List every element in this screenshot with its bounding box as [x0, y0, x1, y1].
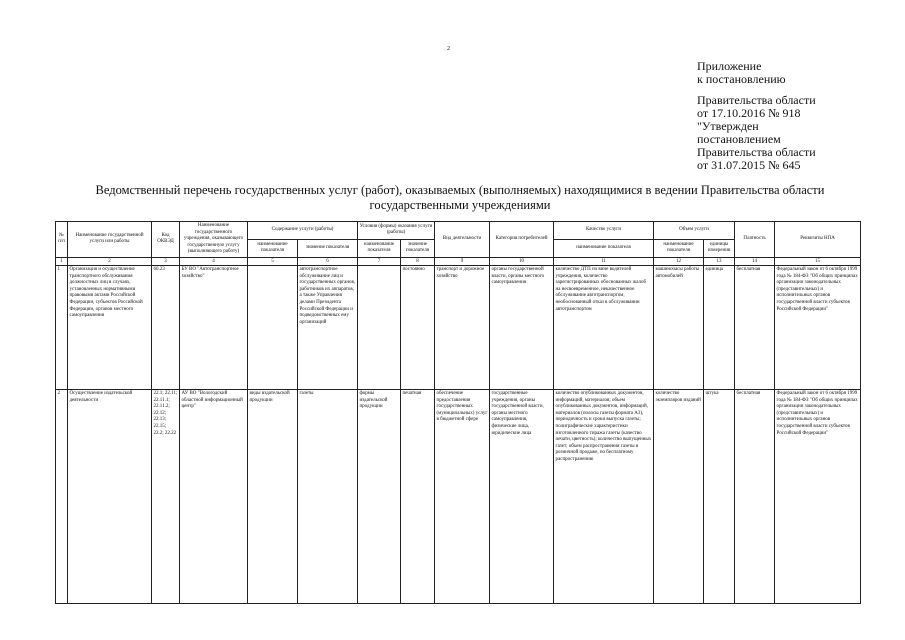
header-cond-name: наименование показателя	[358, 239, 401, 257]
header-quality-group: Качество услуги	[554, 222, 654, 240]
appendix-line: от 31.07.2015 № 645	[697, 158, 801, 172]
services-table	[55, 221, 861, 604]
header-institution: Наименование государственного учреждения, оказывающего государственную услугу (выполняющего работу)	[180, 222, 248, 258]
header-consumers: Категория потребителей	[490, 222, 554, 258]
cell-payment: бесплатная	[735, 265, 775, 389]
cell-npa: Федеральный закон от 6 октября 1999 года № 184-ФЗ "Об общих принципах организации законодательных (представительных) и исполнительных органов государственной власти субъектов Российской Федерации"	[775, 265, 861, 389]
cell-cond-name: формы издательской продукции	[358, 389, 401, 603]
column-number: 7	[358, 257, 401, 265]
appendix-block	[697, 60, 897, 172]
appendix-line: постановлением	[697, 132, 781, 146]
cell-cond-name	[358, 265, 401, 389]
header-okved: Код ОКВЭД	[152, 222, 180, 258]
cell-quality: количество ДТП по вине водителей учреждения, количество зарегистрированных обоснованных жалоб на несвоевременное, некачественное обслуживание автотранспортом, необоснованный отказ в обслуживании автотранспортом	[554, 265, 654, 389]
cell-consumers: государственные учреждения, органы государственной власти, органы местного самоуправления, физические лица, юридические лица	[490, 389, 554, 603]
header-service-name: Наименование государственной услуги или работы	[68, 222, 152, 258]
column-number: 11	[554, 257, 654, 265]
table-row	[56, 389, 861, 603]
appendix-line: Приложение	[697, 59, 762, 73]
cell-content-name: виды издательской продукции	[248, 389, 298, 603]
appendix-line: Правительства области	[697, 93, 816, 107]
column-number: 13	[704, 257, 735, 265]
column-number: 4	[180, 257, 248, 265]
cell-okved: 22.1; 22.11; 22.11.1; 22.11.2; 22.12; 22.13; 22.15; 22.2; 22.22	[152, 389, 180, 603]
appendix-line: к постановлению	[697, 72, 786, 86]
column-number: 14	[735, 257, 775, 265]
cell-volume-name: машиночасы работы автомобилей	[654, 265, 704, 389]
cell-volume-unit: штука	[704, 389, 735, 603]
cell-service-name: Организация и осуществление транспортного обслуживания должностных лиц в случаях, установленных нормативными правовыми актами Российской Федерации, субъектов Российской Федерации, органов местного самоуправления	[68, 265, 152, 389]
title-line: Ведомственный перечень государственных услуг (работ), оказываемых (выполняемых) находящимися в ведении Правительства области	[95, 183, 825, 197]
header-volume-group: Объем услуги	[654, 222, 735, 240]
appendix-line: от 17.10.2016 № 918	[697, 106, 801, 120]
cell-content-value: автотранспортное обслуживание лиц и государственных органов, работников их аппаратов, а также Управления делами Президента Российской Федерации и подведомственных ему организаций	[298, 265, 358, 389]
column-number: 5	[248, 257, 298, 265]
cell-activity: обеспечение предоставления государственных (муниципальных) услуг в бюджетной сфере	[435, 389, 490, 603]
cell-quality: количество опубликованных документов, информаций, материалов; объем опубликованных документов, информаций, материалов (полосы газеты формата А3), периодичность и сроки выпуска газеты; полиграфические характеристики изготовленного тиража газеты (качество печати, цветность); количество выпущенных газет; объем распространения газеты в розничной продаже, по бесплатному распространению	[554, 389, 654, 603]
column-number: 2	[68, 257, 152, 265]
header-npa: Реквизиты НПА	[775, 222, 861, 258]
header-content-value: значение показателя	[298, 239, 358, 257]
cell-institution: АУ ВО "Вологодский областной информационный центр"	[180, 389, 248, 603]
column-number-row	[56, 257, 861, 265]
header-quality-name: наименование показателя	[554, 239, 654, 257]
cell-volume-unit: единица	[704, 265, 735, 389]
column-number: 3	[152, 257, 180, 265]
appendix-line: Правительства области	[697, 145, 816, 159]
cell-consumers: органы государственной власти, органы местного самоуправления	[490, 265, 554, 389]
document-title	[60, 183, 860, 213]
header-conditions-group: Условия (формы) оказания услуги (работы)	[358, 222, 435, 240]
header-volume-unit: единицы измерения	[704, 239, 735, 257]
cell-activity: транспорт и дорожное хозяйство	[435, 265, 490, 389]
cell-payment: бесплатная	[735, 389, 775, 603]
cell-institution: БУ ВО "Автотранспортное хозяйство"	[180, 265, 248, 389]
column-number: 10	[490, 257, 554, 265]
column-number: 9	[435, 257, 490, 265]
header-payment: Платность	[735, 222, 775, 258]
cell-content-value: газеты	[298, 389, 358, 603]
column-number: 8	[401, 257, 435, 265]
column-number: 6	[298, 257, 358, 265]
cell-service-name: Осуществление издательской деятельности	[68, 389, 152, 603]
column-number: 1	[56, 257, 68, 265]
cell-num: 1	[56, 265, 68, 389]
header-content-name: наименование показателя	[248, 239, 298, 257]
cell-content-name	[248, 265, 298, 389]
header-cond-value: значение показателя	[401, 239, 435, 257]
cell-cond-value: печатная	[401, 389, 435, 603]
header-content-group: Содержание услуги (работы)	[248, 222, 358, 240]
cell-okved: 60.23	[152, 265, 180, 389]
cell-volume-name: количество экземпляров изданий	[654, 389, 704, 603]
column-number: 15	[775, 257, 861, 265]
cell-npa: Федеральный закон от 6 октября 1999 года № 184-ФЗ "Об общих принципах организации законодательных (представительных) и исполнительных органов государственной власти субъектов Российской Федерации"	[775, 389, 861, 603]
title-line: государственными учреждениями	[369, 198, 551, 212]
page-number: 2	[447, 46, 450, 52]
cell-cond-value: постоянно	[401, 265, 435, 389]
header-activity: Вид деятельности	[435, 222, 490, 258]
appendix-line: "Утвержден	[697, 119, 759, 133]
cell-num: 2	[56, 389, 68, 603]
table-row	[56, 265, 861, 389]
column-number: 12	[654, 257, 704, 265]
header-volume-name: наименование показателя	[654, 239, 704, 257]
header-num: № п/п	[56, 222, 68, 258]
